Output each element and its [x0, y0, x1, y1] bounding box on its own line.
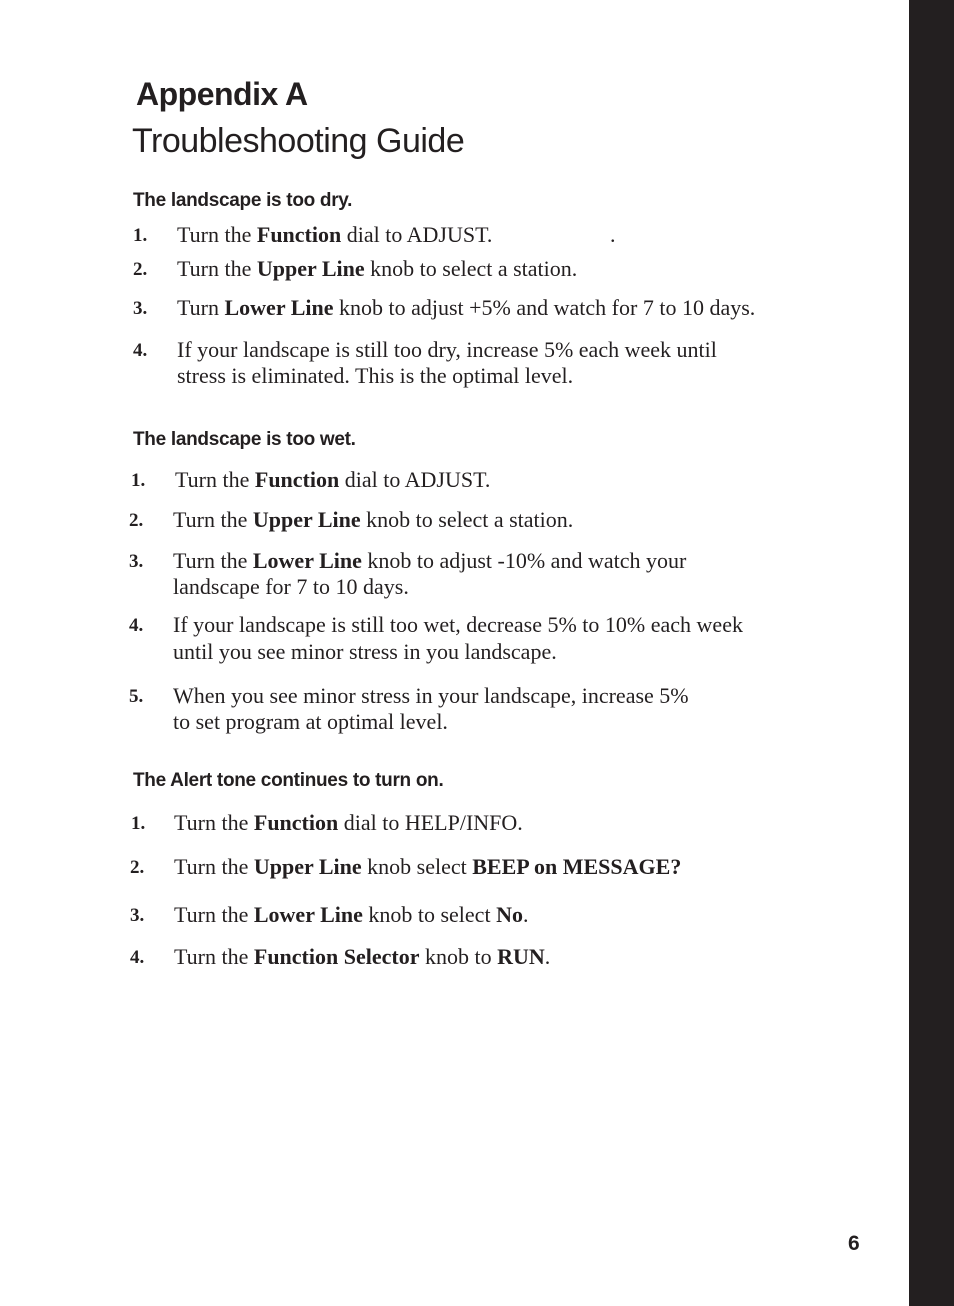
step-text: Turn the Function dial to HELP/INFO.: [174, 810, 523, 835]
step-text: Turn the Upper Line knob to select a station.: [173, 507, 574, 532]
step-text: When you see minor stress in your landscape, increase 5%: [173, 683, 689, 708]
step-text: Turn Lower Line knob to adjust +5% and watch for 7 to 10 days.: [177, 295, 756, 320]
step-text: Turn the Upper Line knob select BEEP on MESSAGE?: [174, 854, 682, 879]
step-number: 1.: [131, 470, 146, 491]
step-text-continued: until you see minor stress in you landscape.: [173, 639, 557, 664]
step-text: Turn the Function dial to ADJUST.: [175, 467, 491, 492]
step-text: Turn the Lower Line knob to adjust -10% and watch your: [173, 548, 687, 573]
appendix-title: Appendix A: [136, 76, 308, 112]
step-text: Turn the Upper Line knob to select a station.: [177, 256, 578, 281]
section-heading-wet: The landscape is too wet.: [133, 429, 356, 450]
step-text: If your landscape is still too dry, increase 5% each week until: [177, 337, 717, 362]
step-text-continued: to set program at optimal level.: [173, 709, 448, 734]
step-text: Turn the Lower Line knob to select No.: [174, 902, 529, 927]
step-number: 1.: [131, 813, 146, 834]
step-number: 2.: [130, 857, 145, 878]
step-number: 2.: [133, 259, 148, 280]
guide-title: Troubleshooting Guide: [132, 122, 465, 160]
stray-period: .: [610, 222, 616, 247]
step-text-continued: stress is eliminated. This is the optimal level.: [177, 363, 574, 388]
section-heading-alert: The Alert tone continues to turn on.: [133, 770, 444, 791]
step-number: 2.: [129, 510, 144, 531]
step-text: Turn the Function dial to ADJUST.: [177, 222, 493, 247]
step-number: 3.: [133, 298, 148, 319]
step-number: 4.: [129, 615, 144, 636]
step-number: 3.: [130, 905, 145, 926]
step-number: 5.: [129, 686, 144, 707]
step-number: 1.: [133, 225, 148, 246]
step-number: 4.: [133, 340, 148, 361]
page-edge-bar: [909, 0, 954, 1306]
step-number: 3.: [129, 551, 144, 572]
step-text-continued: landscape for 7 to 10 days.: [173, 574, 409, 599]
section-heading-dry: The landscape is too dry.: [133, 190, 353, 211]
step-text: If your landscape is still too wet, decrease 5% to 10% each week: [173, 612, 743, 637]
step-number: 4.: [130, 947, 145, 968]
step-text: Turn the Function Selector knob to RUN.: [174, 944, 551, 969]
page-number: 6: [848, 1232, 860, 1255]
